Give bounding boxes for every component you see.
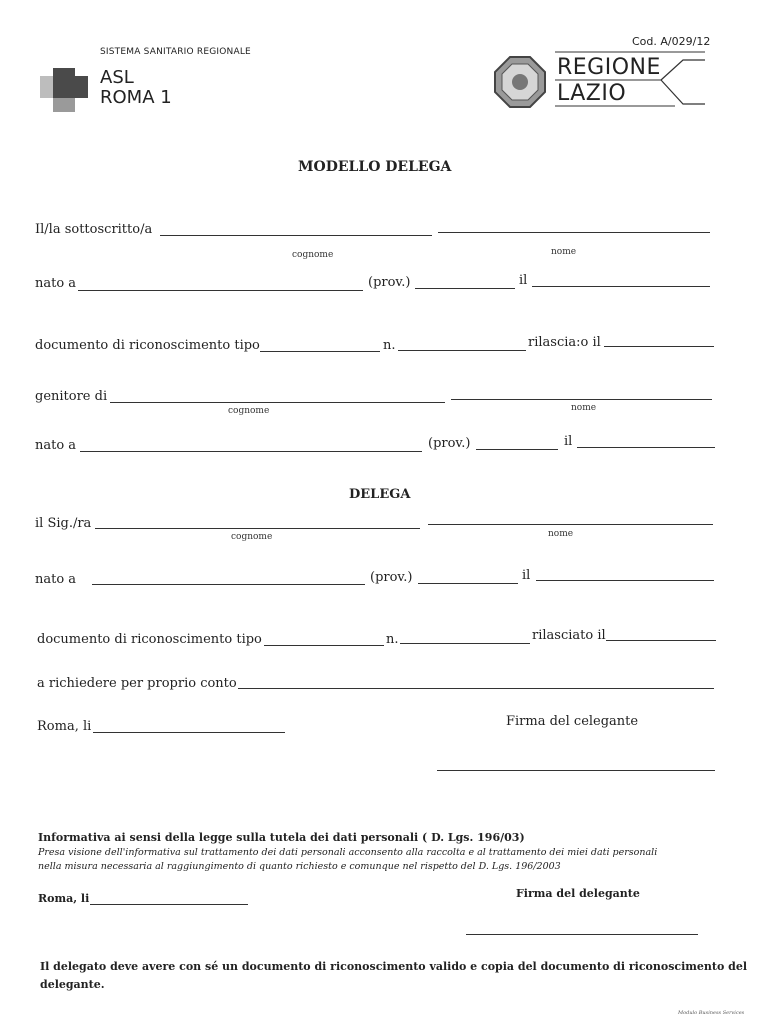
genitore-cognome-field[interactable]: [110, 402, 445, 403]
nome-caption: nome: [551, 247, 577, 257]
richiedere-label: a richiedere per proprio conto: [37, 676, 237, 691]
delegato-documento-n-label: n.: [386, 632, 399, 647]
delegato-nato-il-field[interactable]: [536, 580, 714, 581]
cognome-caption: cognome: [292, 250, 334, 260]
delegato-cognome-caption: cognome: [231, 532, 273, 542]
delegato-nome-caption: nome: [548, 529, 574, 539]
asl-name-line2: ROMA 1: [100, 87, 172, 108]
footer-tiny-mark: Modulo Business Services: [678, 1010, 745, 1016]
delegato-rilasciato-field[interactable]: [606, 640, 716, 641]
roma-li-label: Roma, li: [37, 719, 92, 734]
delegato-documento-tipo-field[interactable]: [264, 645, 384, 646]
nato-a-field[interactable]: [78, 290, 363, 291]
delegato-documento-label: documento di riconoscimento tipo: [37, 632, 262, 647]
genitore-nome-field[interactable]: [451, 399, 712, 400]
documento-tipo-field[interactable]: [260, 351, 380, 352]
documento-label: documento di riconoscimento tipo: [35, 338, 260, 353]
privacy-text-line2: nella misura necessaria al raggiungimento di quanto richiesto e comunque nel rispetto del D. Lgs. 196/2003: [38, 861, 561, 872]
regione-line1: REGIONE: [557, 55, 661, 80]
prov-field[interactable]: [415, 288, 515, 289]
privacy-roma-li-field[interactable]: [90, 904, 248, 905]
richiedere-field[interactable]: [238, 688, 714, 689]
rilasciato-label: rilascia:o il: [528, 335, 601, 350]
firma-delegante-label: Firma del celegante: [506, 714, 639, 729]
prov-label: (prov.): [368, 275, 411, 290]
genitore-cognome-caption: cognome: [228, 406, 270, 416]
delegato-nato-a-field[interactable]: [92, 584, 365, 585]
regione-arrow-lines-icon: [555, 50, 715, 112]
privacy-heading: Informativa ai sensi della legge sulla tutela dei dati personali ( D. Lgs. 196/03): [38, 831, 525, 844]
genitore-prov-label: (prov.): [428, 436, 471, 451]
privacy-text-line1: Presa visione dell'informativa sul trattamento dei dati personali acconsento alla raccolta e al trattamento dei miei dati personali: [38, 847, 658, 858]
privacy-firma-field[interactable]: [466, 934, 698, 935]
documento-n-field[interactable]: [398, 350, 526, 351]
document-code: Cod. A/029/12: [632, 35, 711, 48]
asl-name-line1: ASL: [100, 67, 134, 88]
delegato-prov-label: (prov.): [370, 570, 413, 585]
form-title: MODELLO DELEGA: [298, 159, 452, 175]
sig-label: il Sig./ra: [35, 516, 92, 531]
sottoscritto-cognome-field[interactable]: [160, 235, 432, 236]
delegato-il-label: il: [522, 568, 531, 583]
rilasciato-field[interactable]: [604, 346, 714, 347]
il-label: il: [519, 273, 528, 288]
delegato-prov-field[interactable]: [418, 583, 518, 584]
genitore-prov-field[interactable]: [476, 449, 558, 450]
footer-note-line1: Il delegato deve avere con sé un documento di riconoscimento valido e copia del documento di riconoscimento del: [40, 960, 748, 973]
footer-note-line2: delegante.: [40, 978, 105, 991]
privacy-roma-li-label: Roma, li: [38, 892, 90, 905]
delegato-cognome-field[interactable]: [95, 528, 420, 529]
sottoscritto-label: Il/la sottoscritto/a: [35, 222, 153, 237]
genitore-il-label: il: [564, 434, 573, 449]
delegato-nato-a-label: nato a: [35, 572, 77, 587]
genitore-nato-il-field[interactable]: [577, 447, 715, 448]
roma-li-field[interactable]: [93, 732, 285, 733]
privacy-firma-label: Firma del delegante: [516, 887, 640, 900]
delegato-nome-field[interactable]: [428, 524, 713, 525]
delegato-rilasciato-label: rilasciato il: [532, 628, 606, 643]
delega-heading: DELEGA: [349, 487, 411, 502]
documento-n-label: n.: [383, 338, 396, 353]
nato-a-label: nato a: [35, 276, 77, 291]
sottoscritto-nome-field[interactable]: [438, 232, 710, 233]
firma-delegante-field[interactable]: [437, 770, 715, 771]
asl-system-label: SISTEMA SANITARIO REGIONALE: [100, 47, 251, 57]
genitore-label: genitore di: [35, 389, 108, 404]
genitore-nato-a-label: nato a: [35, 438, 77, 453]
nato-il-field[interactable]: [532, 286, 710, 287]
delegato-documento-n-field[interactable]: [400, 643, 530, 644]
regione-seal-icon: [492, 54, 548, 110]
regione-line2: LAZIO: [557, 81, 627, 106]
genitore-nato-a-field[interactable]: [80, 451, 422, 452]
genitore-nome-caption: nome: [571, 403, 597, 413]
